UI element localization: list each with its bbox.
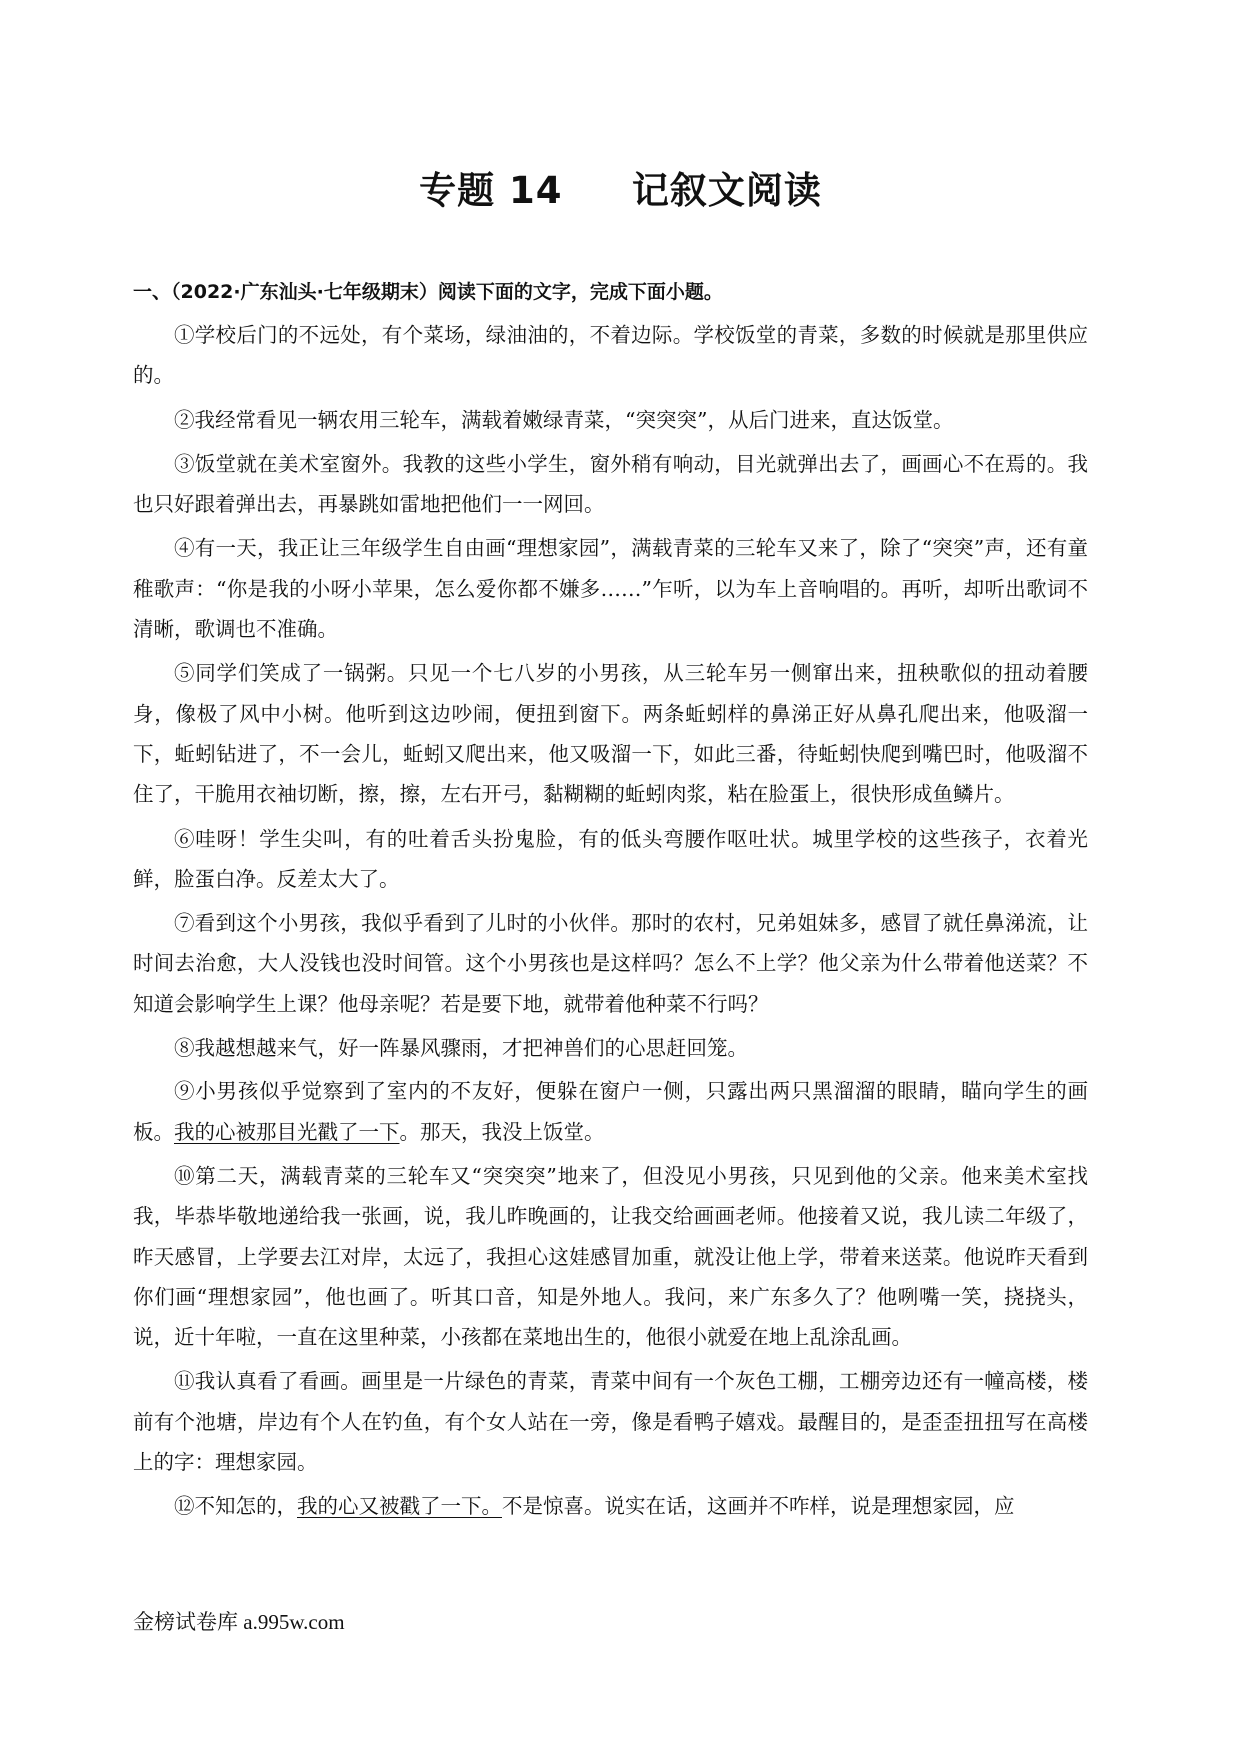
underlined-sentence-2: 我的心又被戳了一下。: [297, 1494, 502, 1519]
paragraph-10: ⑩第二天，满载青菜的三轮车又“突突突”地来了，但没见小男孩，只见到他的父亲。他来美术室找我，毕恭毕敬地递给我一张画，说，我儿昨晚画的，让我交给画画老师。他接着又说，我儿读二年级了，昨天感冒，上学要去江对岸，太远了，我担心这娃感冒加重，就没让他上学，带着来送菜。他说昨天看到你们画“理想家园”，他也画了。听其口音，知是外地人。我问，来广东多久了？他咧嘴一笑，挠挠头，说，近十年啦，一直在这里种菜，小孩都在菜地出生的，他很小就爱在地上乱涂乱画。: [133, 1163, 1088, 1350]
paragraph-4: ④有一天，我正让三年级学生自由画“理想家园”，满载青菜的三轮车又来了，除了“突突”声，还有童稚歌声：“你是我的小呀小苹果，怎么爱你都不嫌多……”乍听，以为车上音响唱的。再听，却听出歌词不清晰，歌调也不准确。: [133, 536, 1088, 642]
underlined-sentence-1: 我的心被那目光戳了一下: [174, 1119, 400, 1144]
question-heading: 一、（2022·广东汕头·七年级期末）阅读下面的文字，完成下面小题。: [133, 281, 723, 303]
paragraph-9-text: ⑨小男孩似乎觉察到了室内的不友好，便躲在窗户一侧，只露出两只黑溜溜的眼睛，瞄向学生的画板。: [133, 1079, 1088, 1144]
paragraph-5: ⑤同学们笑成了一锅粥。只见一个七八岁的小男孩，从三轮车另一侧窜出来，扭秧歌似的扭动着腰身，像极了风中小树。他听到这边吵闹，便扭到窗下。两条蚯蚓样的鼻涕正好从鼻孔爬出来，他吸溜一下，蚯蚓钻进了，不一会儿，蚯蚓又爬出来，他又吸溜一下，如此三番，待蚯蚓快爬到嘴巴时，他吸溜不住了，干脆用衣袖切断，擦，擦，左右开弓，黏糊糊的蚯蚓肉浆，粘在脸蛋上，很快形成鱼鳞片。: [133, 661, 1088, 807]
reading-passage: [133, 315, 1088, 1531]
paragraph-12-text: ⑫不知怎的，: [174, 1494, 297, 1519]
paragraph-1: ①学校后门的不远处，有个菜场，绿油油的，不着边际。学校饭堂的青菜，多数的时候就是那里供应的。: [133, 323, 1088, 388]
paragraph-3: ③饭堂就在美术室窗外。我教的这些小学生，窗外稍有响动，目光就弹出去了，画画心不在焉的。我也只好跟着弹出去，再暴跳如雷地把他们一一网回。: [133, 451, 1088, 517]
paragraph-2: ②我经常看见一辆农用三轮车，满载着嫩绿青菜，“突突突”，从后门进来，直达饭堂。: [174, 407, 954, 432]
paragraph-9-text-end: 。那天，我没上饭堂。: [399, 1119, 605, 1144]
paragraph-6: ⑥哇呀！学生尖叫，有的吐着舌头扮鬼脸，有的低头弯腰作呕吐状。城里学校的这些孩子，衣着光鲜，脸蛋白净。反差太大了。: [133, 826, 1088, 891]
paragraph-9: [133, 1071, 1088, 1152]
document-title: 专题 14 记叙文阅读: [419, 169, 822, 212]
paragraph-7: ⑦看到这个小男孩，我似乎看到了儿时的小伙伴。那时的农村，兄弟姐妹多，感冒了就任鼻涕流，让时间去治愈，大人没钱也没时间管。这个小男孩也是这样吗？怎么不上学？他父亲为什么带着他送菜？不知道会影响学生上课？他母亲呢？若是要下地，就带着他种菜不行吗？: [133, 911, 1088, 1016]
paragraph-11: ⑪我认真看了看画。画里是一片绿色的青菜，青菜中间有一个灰色工棚，工棚旁边还有一幢高楼，楼前有个池塘，岸边有个人在钓鱼，有个女人站在一旁，像是看鸭子嬉戏。最醒目的，是歪歪扭扭写在高楼上的字：理想家园。: [133, 1369, 1088, 1475]
paragraph-12: [133, 1486, 1088, 1526]
paragraph-12-text-end: 不是惊喜。说实在话，这画并不咋样，说是理想家园，应: [502, 1494, 1015, 1519]
footer-source: 金榜试卷库 a.995w.com: [133, 1610, 345, 1634]
paragraph-8: ⑧我越想越来气，好一阵暴风骤雨，才把神兽们的心思赶回笼。: [174, 1036, 748, 1061]
